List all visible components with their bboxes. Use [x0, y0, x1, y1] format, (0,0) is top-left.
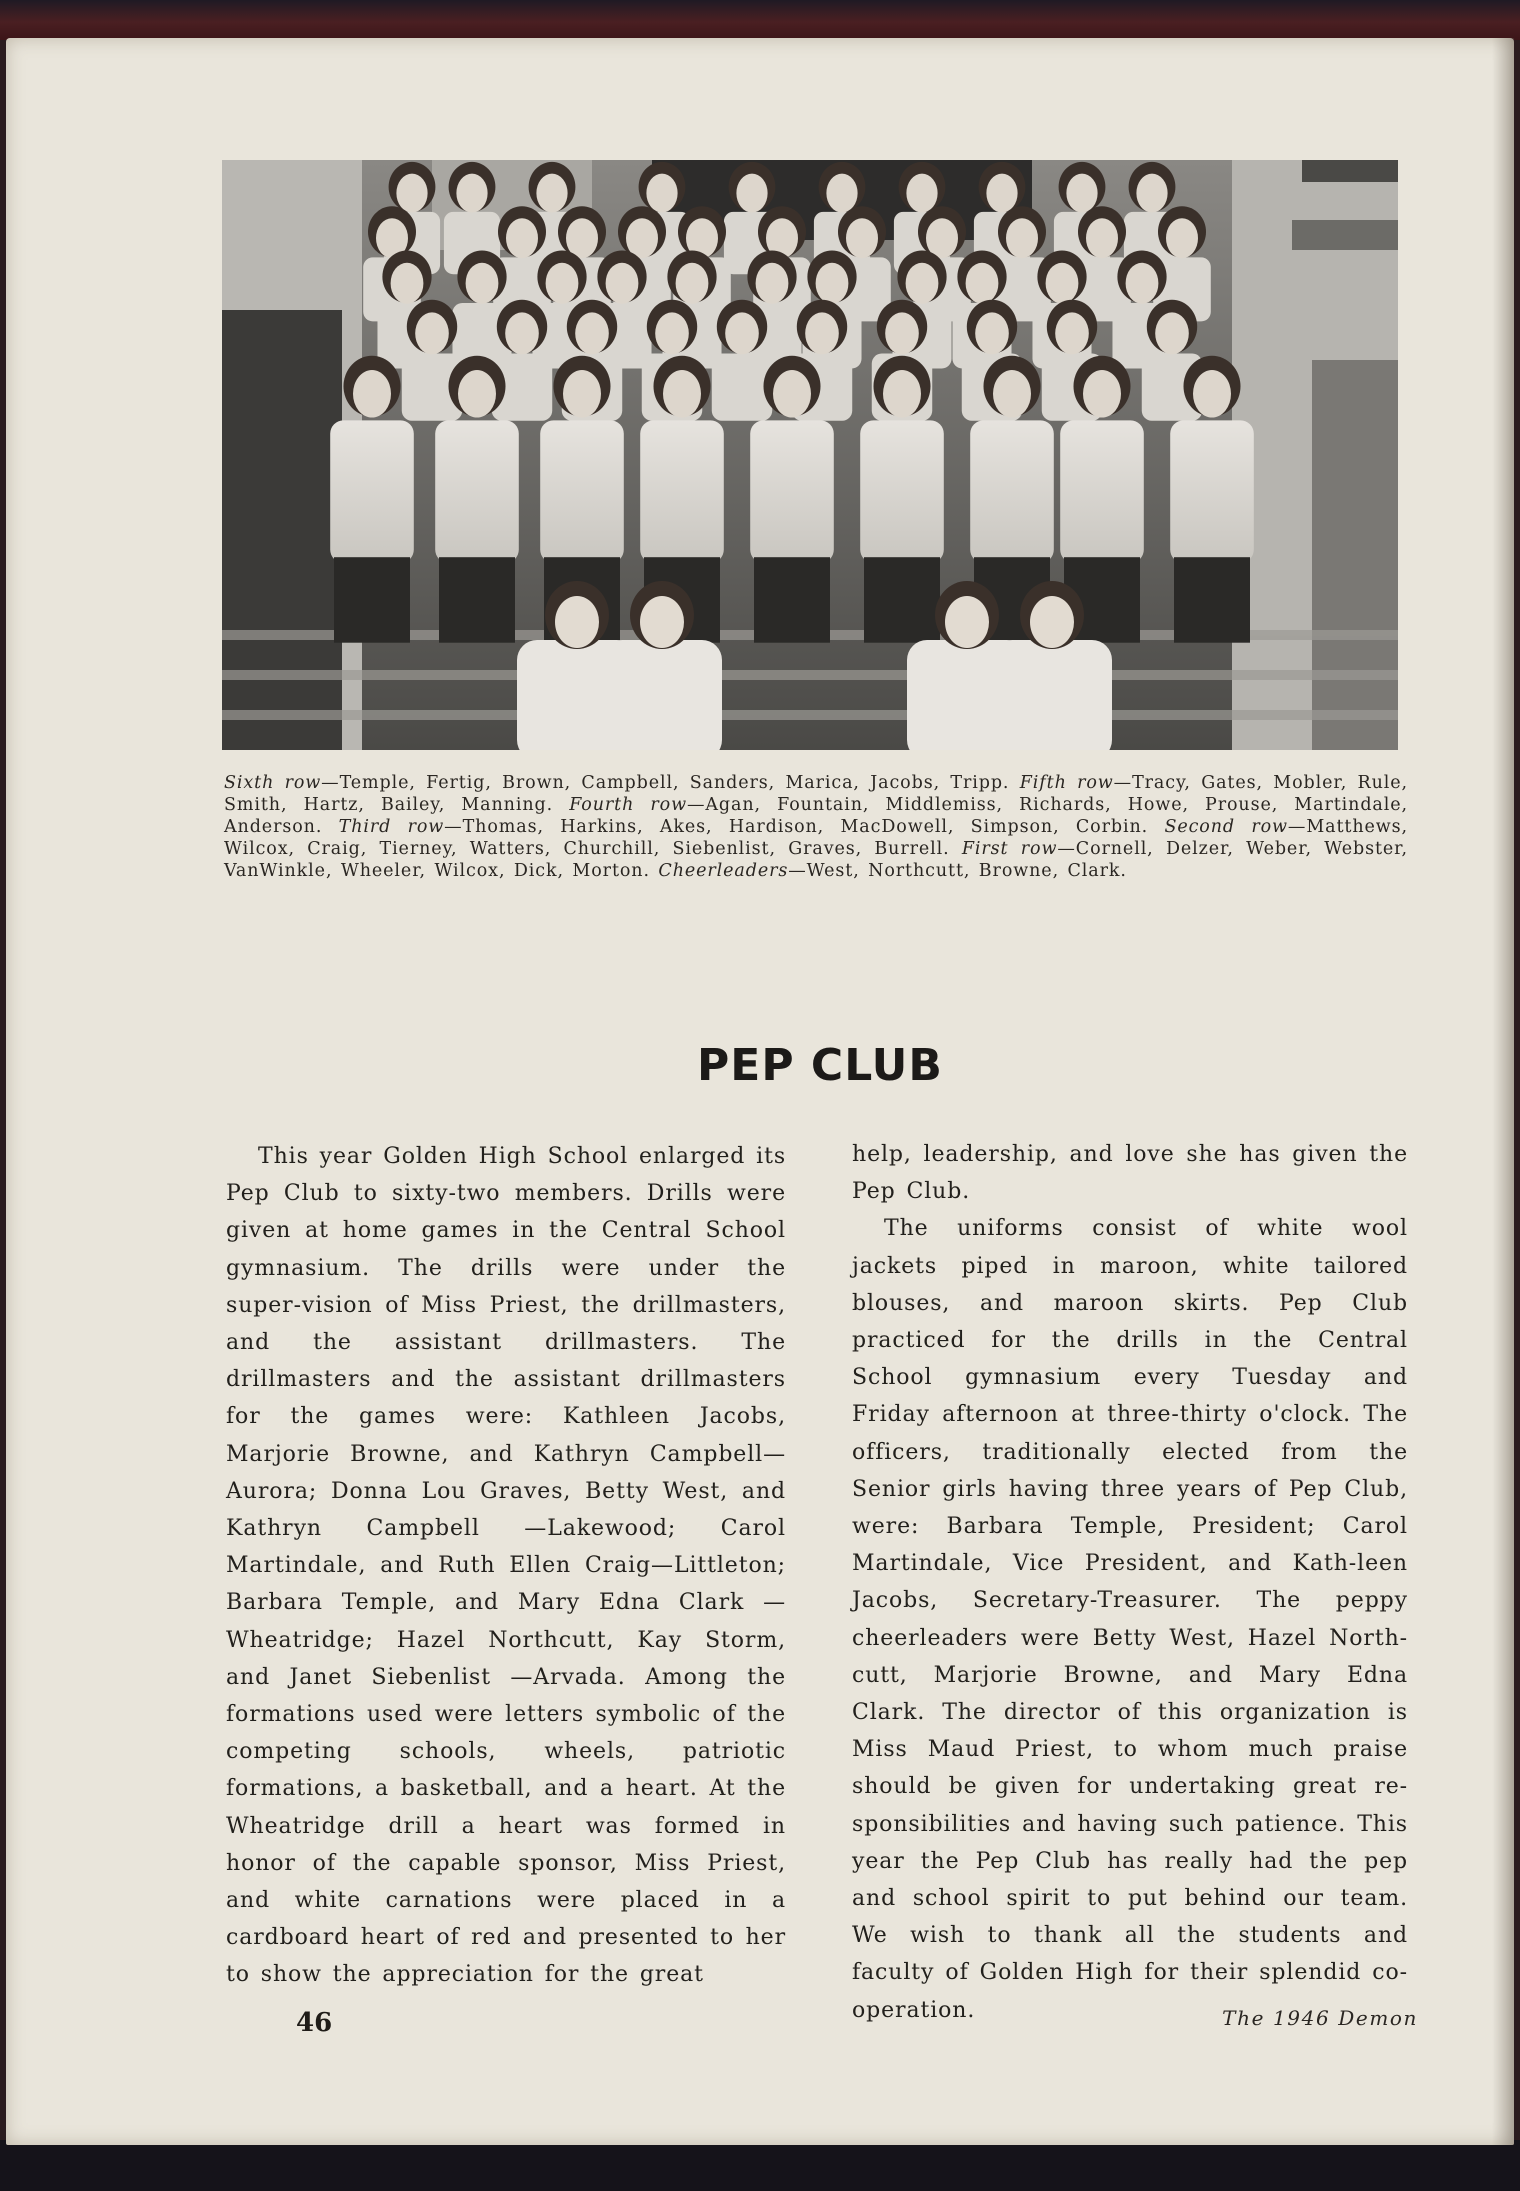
book-binding-top	[0, 0, 1520, 40]
caption-third-row-label: Third row	[338, 817, 445, 837]
caption-fourth-row-label: Fourth row	[569, 795, 687, 815]
caption-fourth-row-names: —Agan, Fountain, Middlemiss, Richards, Howe, Prouse, Martindale, Anderson.	[224, 795, 1408, 837]
caption-first-row-label: First row	[961, 839, 1058, 859]
caption-fifth-row-names: —Tracy, Gates, Mobler, Rule, Smith, Hartz, Bailey, Manning.	[224, 773, 1408, 815]
scan-bottom-edge	[0, 2140, 1520, 2191]
caption-cheerleaders-label: Cheerleaders	[658, 861, 789, 881]
group-photo	[222, 160, 1398, 750]
page-gutter-shadow	[1492, 38, 1514, 2145]
page-title: PEP CLUB	[697, 1040, 943, 1091]
page-number: 46	[296, 2008, 333, 2038]
group-photo-icon	[222, 160, 1398, 750]
caption-sixth-row-label: Sixth row	[224, 773, 322, 793]
caption-first-row-names: —Cornell, Delzer, Weber, Webster, VanWinkle, Wheeler, Wilcox, Dick, Morton.	[224, 839, 1408, 881]
caption-second-row-names: —Matthews, Wilcox, Craig, Tierney, Watters, Churchill, Siebenlist, Graves, Burrell.	[224, 817, 1408, 859]
caption-second-row-label: Second row	[1164, 817, 1288, 837]
caption-cheerleaders-names: —West, Northcutt, Browne, Clark.	[788, 861, 1127, 881]
caption-sixth-row-names: —Temple, Fertig, Brown, Campbell, Sanders, Marica, Jacobs, Tripp.	[321, 773, 1010, 793]
body-paragraph-continuation: help, leadership, and love she has given the Pep Club.	[852, 1142, 1408, 1205]
caption-fifth-row-label: Fifth row	[1019, 773, 1114, 793]
body-paragraph: This year Golden High School enlarged its Pep Club to sixty-two members. Drills were given at home games in the Central School gymnasium. The drills were under the super-vision of Miss Priest, the drillmasters, and the assistant drillmasters. The drillmasters and the assistant drillmasters for the games were: Kathleen Jacobs, Marjorie Browne, and Kathryn Campbell—Aurora; Donna Lou Graves, Betty West, and Kathryn Campbell —Lakewood; Carol Martindale, and Ruth Ellen Craig—Littleton; Barbara Temple, and Mary Edna Clark — Wheatridge; Hazel Northcutt, Kay Storm, and Janet Siebenlist —Arvada. Among the formations used were letters symbolic of the competing schools, wheels, patriotic formations, a basketball, and a heart. At the Wheatridge drill a heart was formed in honor of the capable sponsor, Miss Priest, and white carnations were placed in a cardboard heart of red and presented to her to show the appreciation for the great	[226, 1144, 787, 1988]
caption-third-row-names: —Thomas, Harkins, Akes, Hardison, MacDowell, Simpson, Corbin.	[444, 817, 1149, 837]
running-footer: The 1946 Demon	[1222, 2006, 1418, 2030]
body-column-right	[852, 1136, 1408, 2029]
body-paragraph: The uniforms consist of white wool jackets piped in maroon, white tailored blouses, and maroon skirts. Pep Club practiced for the drills in the Central School gymnasium every Tuesday and Friday afternoon at three-thirty o'clock. The officers, traditionally elected from the Senior girls having three years of Pep Club, were: Barbara Temple, President; Carol Martindale, Vice President, and Kath-leen Jacobs, Secretary-Treasurer. The peppy cheerleaders were Betty West, Hazel North-cutt, Marjorie Browne, and Mary Edna Clark. The director of this organization is Miss Maud Priest, to whom much praise should be given for undertaking great re-sponsibilities and having such patience. This year the Pep Club has really had the pep and school spirit to put behind our team. We wish to thank all the students and faculty of Golden High for their splendid co-operation.	[852, 1216, 1408, 2023]
body-column-left	[226, 1138, 786, 1994]
photo-caption	[224, 772, 1408, 882]
